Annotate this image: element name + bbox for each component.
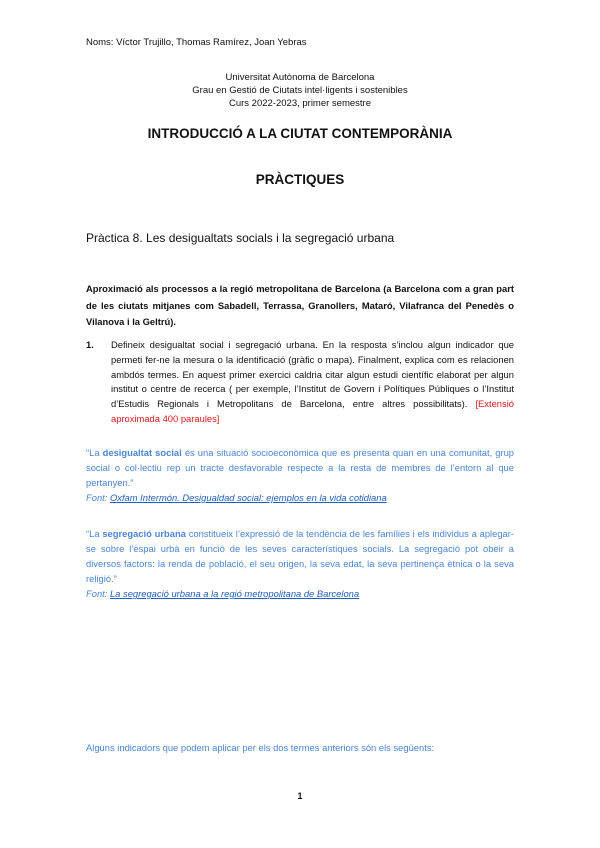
question-text-block [111, 338, 514, 427]
quote-text: constitueix l’expressió de la tendència de les famílies i els individus a aplegar-se sobre l’espai urbà en funció de les seves característiques socials. La segregació pot obeir a diversos factors: la renda de població, el seu origen, la seva edat, la seva pertinença ètnica o la seva religió.” [86, 528, 514, 584]
institution-block [0, 71, 600, 110]
quote-body [86, 526, 514, 586]
course-info: Curs 2022-2023, primer semestre [228, 98, 372, 109]
document-title: INTRODUCCIÓ A LA CIUTAT CONTEMPORÀNIA [147, 126, 453, 141]
quote-open: “La [86, 447, 103, 458]
quote-open: “La [86, 528, 103, 539]
document-subtitle: PRÀCTIQUES [255, 172, 345, 187]
quote-term: desigualtat social [102, 447, 182, 458]
question-number: 1. [86, 339, 94, 350]
quote-body [86, 445, 514, 490]
question-text: Defineix desigualtat social i segregació urbana. En la resposta s’inclou algun indicador que permeti fer-ne la mesura o la identificació (gràfic o mapa). Finalment, explica com es relacionen ambdós termes. En aquest primer exercici caldria citar algun estudi científic elaborat per algun institut o centre de recerca ( per exemple, l’Institut de Govern i Polítiques Públiques o l’Institut d’Estudis Regionals i Metropolitans de Barcelona, entre altres possibilitats). [111, 339, 514, 410]
university-name: Universitat Autònoma de Barcelona [225, 72, 375, 83]
quote-text: és una situació socioeconòmica que es presenta quan en una comunitat, grup social o col·lectiu rep un tracte desfavorable respecte a la resta de membres de l’entorn al que pertanyen.” [86, 447, 515, 488]
quote-inequality [86, 445, 514, 505]
source-link[interactable]: Oxfam Intermón. Desigualdad social: ejemplos en la vida cotidiana [109, 492, 387, 503]
source-label: Font: [86, 492, 110, 503]
degree-name: Grau en Gestió de Ciutats intel·ligents i sostenibles [192, 85, 408, 96]
extension-note: [Extensió aproximada 400 paraules] [111, 398, 514, 424]
quote-segregation [86, 526, 514, 601]
quote-source [86, 586, 514, 601]
quote-source [86, 490, 514, 505]
source-label: Font: [86, 588, 110, 599]
question-1 [86, 338, 514, 427]
intro-paragraph: Aproximació als processos a la regió metropolitana de Barcelona (a Barcelona com a gran part de les ciutats mitjanes com Sabadell, Terrassa, Granollers, Mataró, Vilafranca del Penedès o Vilanova i la Geltrú). [86, 283, 514, 327]
quote-term: segregació urbana [102, 528, 186, 539]
source-link[interactable]: La segregació urbana a la regió metropolitana de Barcelona [109, 588, 360, 599]
author-names: Noms: Víctor Trujillo, Thomas Ramírez, Joan Yebras [86, 37, 307, 48]
page-number: 1 [297, 791, 303, 801]
practica-title: Pràctica 8. Les desigualtats socials i la segregació urbana [86, 231, 395, 245]
indicators-intro: Alguns indicadors que podem aplicar per els dos termes anteriors són els següents: [86, 742, 435, 753]
